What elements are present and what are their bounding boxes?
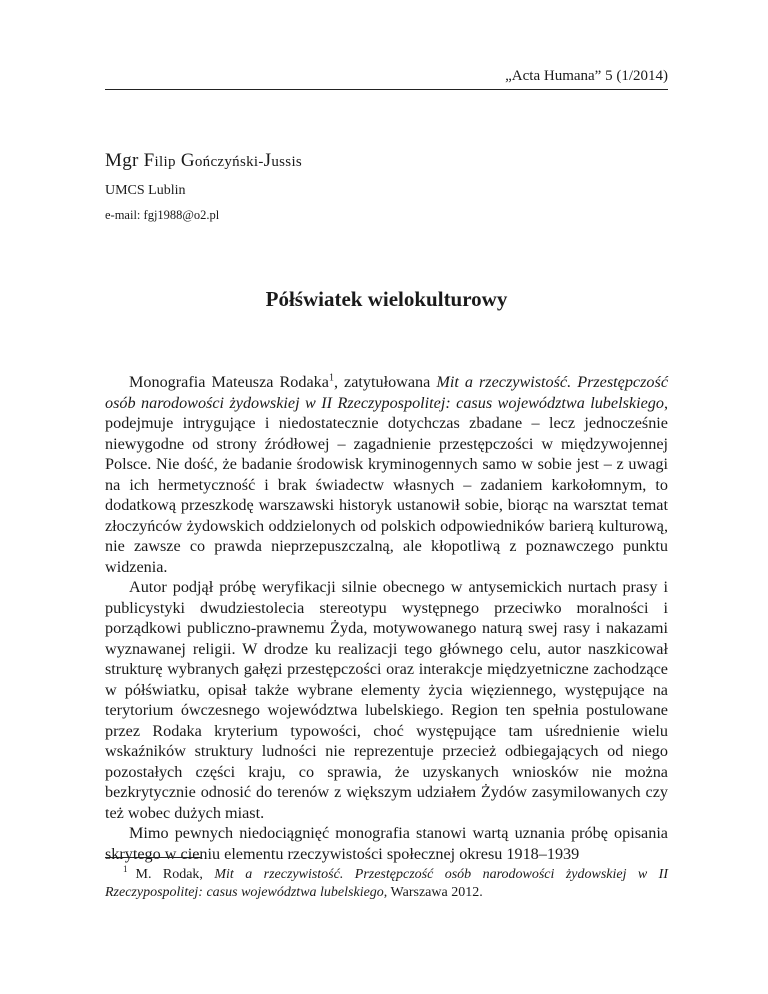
running-header <box>105 68 668 90</box>
footnote-number: 1 <box>123 864 128 875</box>
footnote-ref: 1 <box>328 372 334 384</box>
paragraph-2: Autor podjął próbę weryfikacji silnie obecnego w antysemickich nurtach prasy i publicystyki dwudziestolecia stereotypu występnego przeciwko moralności i porządkowi publiczno-prawnemu Żyda, motywowanego naturą swej rasy i nakazami wyznawanej religii. W drodze ku realizacji tego głównego celu, autor naszkicował strukturę wybranych gałęzi przestępczości oraz interakcje międzyetniczne zachodzące w półświatku, opisał także wybrane elementy życia więziennego, występujące na terytorium ówczesnego województwa lubelskiego. Region ten spełnia postulowane przez Rodaka kryterium typowości, choć występujące tam uśrednienie wielu wskaźników struktury ludności nie reprezentuje przecież odbiegających od niego pozostałych części kraju, co sprawia, że uzyskanych wniosków nie można bezkrytycznie odnosić do terenów z większym udziałem Żydów zasymilowanych czy też wobec dużych miast. <box>105 578 668 822</box>
footnote-divider <box>105 857 201 858</box>
author-affiliation: UMCS Lublin <box>105 183 186 198</box>
paragraph-1: Monografia Mateusza Rodaka$^1$, zatytułowana Mit a rzeczywistość. Przestępczość osób narodowości żydowskiej w II Rzeczypospolitej: casus województwa lubelskiego, podejmuje intrygujące i niedostatecznie dotychczas zbadane – lecz jednocześnie niewygodne od strony źródłowej – zagadnienie przestępczości w międzywojennej Polsce. Nie dość, że badanie środowisk kryminogennych samo w sobie jest – z uwagi na ich hermetyczność i brak świadectw własnych – zadaniem karkołomnym, to dodatkową przeszkodę warszawski historyk ustanowił sobie, biorąc na warsztat temat złoczyńców żydowskich oddzielonych od polskich odpowiedników barierą kulturową, nie zawsze co prawda nieprzepuszczalną, ale kłopotliwą z poznawczego punktu widzenia. <box>105 372 668 576</box>
author-name: Mgr Filip Gończyński-Jussis <box>105 150 303 171</box>
paragraph-3: Mimo pewnych niedociągnięć monografia stanowi wartą uznania próbę opisania skrytego w cieniu elementu rzeczywistości społecznej okresu 1918–1939 <box>105 824 668 863</box>
article-body <box>105 372 668 864</box>
journal-citation: „Acta Humana” 5 (1/2014) <box>505 68 668 84</box>
footnote: $^1$ M. Rodak, Mit a rzeczywistość. Przestępczość osób narodowości żydowskiej w II Rzeczypospolitej: casus województwa lubelskiego, Warszawa 2012. <box>105 864 668 900</box>
book-title: Mit a rzeczywistość. Przestępczość osób narodowości żydowskiej w II Rzeczypospolitej: casus województwa lubelskiego <box>105 373 668 412</box>
article-title: Półświatek wielokulturowy <box>265 287 508 311</box>
author-email: e-mail: fgj1988@o2.pl <box>105 208 220 222</box>
